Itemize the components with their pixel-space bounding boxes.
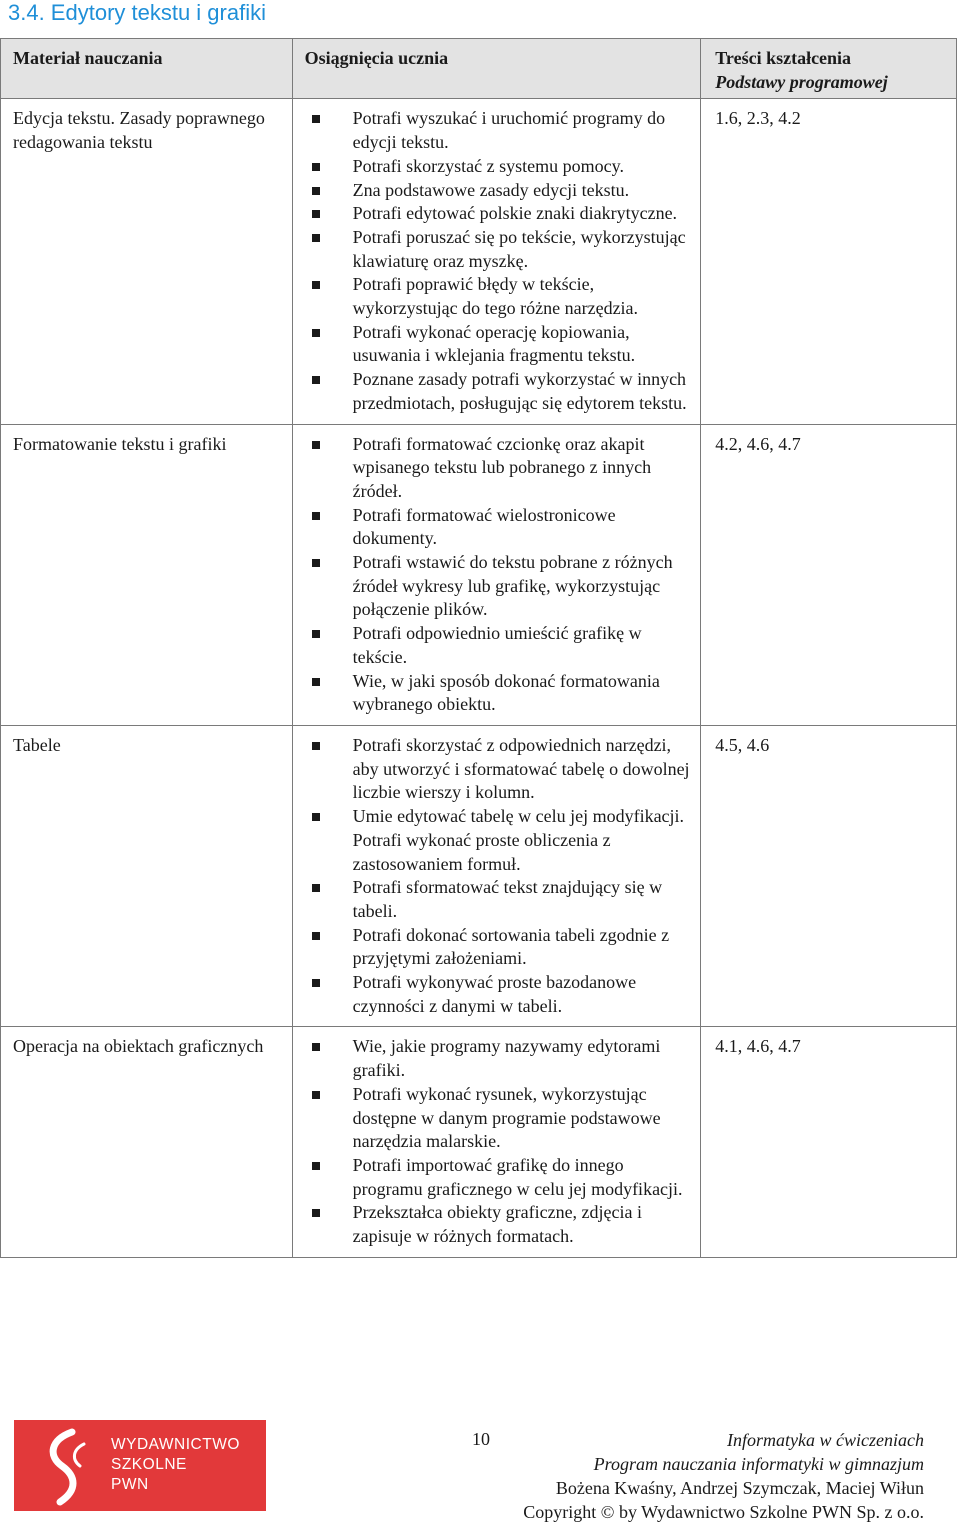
footer-authors: Bożena Kwaśny, Andrzej Szymczak, Maciej Wiłun <box>555 1478 924 1498</box>
logo-line-1: WYDAWNICTWO <box>111 1436 240 1453</box>
outcome-text: Zna podstawowe zasady edycji tekstu. <box>352 179 630 200</box>
footer-info <box>523 1428 924 1524</box>
outcome-text: Potrafi wykonać rysunek, wykorzystując dostępne w danym programie podstawowe narzędzia malarskie. <box>352 1083 661 1152</box>
curriculum-cell: 1.6, 2.3, 4.2 <box>701 99 957 424</box>
syllabus-table <box>0 38 957 1258</box>
page-number: 10 <box>472 1429 490 1449</box>
curriculum-cell: 4.1, 4.6, 4.7 <box>701 1027 957 1257</box>
square-bullet-icon <box>312 329 320 337</box>
header-outcomes: Osiągnięcia ucznia <box>292 39 701 99</box>
outcome-item <box>305 107 695 154</box>
outcomes-list <box>305 433 695 717</box>
outcome-text: Potrafi formatować czcionkę oraz akapit wpisanego tekstu lub pobranego z innych źródeł. <box>352 433 652 501</box>
outcome-text: Potrafi sformatować tekst znajdujący się w tabeli. <box>352 877 663 921</box>
outcome-item <box>305 734 695 805</box>
outcome-item <box>305 155 695 179</box>
outcome-text: Potrafi wyszukać i uruchomić programy do edycji tekstu. <box>352 108 666 153</box>
outcome-item <box>305 226 695 273</box>
outcome-item <box>305 321 695 368</box>
square-bullet-icon <box>312 376 320 384</box>
table-header-row <box>1 39 957 99</box>
outcomes-cell <box>292 99 701 424</box>
outcome-text: Wie, w jaki sposób dokonać formatowania wybranego obiektu. <box>352 670 660 715</box>
curriculum-cell: 4.5, 4.6 <box>701 725 957 1026</box>
outcome-text: Potrafi wstawić do tekstu pobrane z różnych źródeł wykresy lub grafikę, wykorzystując połączenie plików. <box>352 552 673 620</box>
outcomes-list <box>305 107 695 415</box>
header-material: Materiał nauczania <box>1 39 293 99</box>
square-bullet-icon <box>312 630 320 638</box>
square-bullet-icon <box>312 115 320 123</box>
header-curriculum-line2: Podstawy programowej <box>715 71 888 92</box>
square-bullet-icon <box>312 559 320 567</box>
square-bullet-icon <box>312 210 320 218</box>
square-bullet-icon <box>312 742 320 750</box>
section-title: 3.4. Edytory tekstu i grafiki <box>8 0 266 25</box>
square-bullet-icon <box>312 187 320 195</box>
outcomes-cell <box>292 725 701 1026</box>
outcome-text: Potrafi wykonywać proste bazodanowe czynności z danymi w tabeli. <box>352 972 637 1016</box>
topic-cell: Operacja na obiektach graficznych <box>1 1027 293 1257</box>
square-bullet-icon <box>312 281 320 289</box>
square-bullet-icon <box>312 1209 320 1217</box>
outcome-item <box>305 622 695 669</box>
outcome-item <box>305 876 695 923</box>
square-bullet-icon <box>312 1043 320 1051</box>
outcomes-list <box>305 734 695 1018</box>
outcome-text: Potrafi importować grafikę do innego programu graficznego w celu jej modyfikacji. <box>352 1154 683 1199</box>
square-bullet-icon <box>312 234 320 242</box>
square-bullet-icon <box>312 1162 320 1170</box>
outcome-item <box>305 433 695 504</box>
outcome-item <box>305 805 695 876</box>
footer-program-title: Program nauczania informatyki w gimnazjum <box>593 1454 924 1474</box>
square-bullet-icon <box>312 884 320 892</box>
logo-line-3: PWN <box>111 1476 149 1493</box>
outcome-text: Umie edytować tabelę w celu jej modyfikacji. Potrafi wykonać proste obliczenia z zastosowaniem formuł. <box>352 806 685 874</box>
outcome-text: Potrafi odpowiednio umieścić grafikę w tekście. <box>352 623 642 667</box>
outcome-text: Potrafi skorzystać z odpowiednich narzędzi, aby utworzyć i sformatować tabelę o dowolnej liczbie wierszy i kolumn. <box>352 734 690 803</box>
outcome-text: Potrafi skorzystać z systemu pomocy. <box>352 155 624 176</box>
outcome-text: Potrafi dokonać sortowania tabeli zgodnie z przyjętymi założeniami. <box>352 924 670 969</box>
outcome-text: Wie, jakie programy nazywamy edytorami grafiki. <box>352 1036 661 1081</box>
outcome-item <box>305 924 695 971</box>
outcome-text: Potrafi edytować polskie znaki diakrytyczne. <box>352 203 678 224</box>
square-bullet-icon <box>312 678 320 686</box>
topic-cell: Edycja tekstu. Zasady poprawnego redagowania tekstu <box>1 99 293 424</box>
square-bullet-icon <box>312 441 320 449</box>
logo-line-2: SZKOLNE <box>111 1456 187 1473</box>
outcome-text: Potrafi formatować wielostronicowe dokumenty. <box>352 504 616 549</box>
topic-cell: Formatowanie tekstu i grafiki <box>1 424 293 725</box>
square-bullet-icon <box>312 1091 320 1099</box>
outcomes-cell <box>292 1027 701 1257</box>
outcome-item <box>305 670 695 717</box>
square-bullet-icon <box>312 163 320 171</box>
outcome-item <box>305 1035 695 1082</box>
outcome-item <box>305 971 695 1018</box>
outcomes-cell <box>292 424 701 725</box>
outcome-item <box>305 1083 695 1154</box>
square-bullet-icon <box>312 979 320 987</box>
outcome-item <box>305 273 695 320</box>
outcome-text: Potrafi poprawić błędy w tekście, wykorzystując do tego różne narzędzia. <box>352 274 639 319</box>
square-bullet-icon <box>312 932 320 940</box>
outcome-item <box>305 504 695 551</box>
outcome-item <box>305 368 695 415</box>
pwn-swirl-icon <box>32 1426 102 1506</box>
header-curriculum-line1: Treści kształcenia <box>715 48 852 68</box>
table-row <box>1 1027 957 1257</box>
outcome-text: Potrafi wykonać operację kopiowania, usuwania i wklejania fragmentu tekstu. <box>352 321 636 366</box>
footer-copyright: Copyright © by Wydawnictwo Szkolne PWN Sp. z o.o. <box>523 1502 924 1522</box>
outcome-item <box>305 179 695 203</box>
outcome-text: Przekształca obiekty graficzne, zdjęcia i zapisuje w różnych formatach. <box>352 1202 643 1247</box>
square-bullet-icon <box>312 512 320 520</box>
outcome-text: Poznane zasady potrafi wykorzystać w innych przedmiotach, posługując się edytorem tekstu. <box>352 369 687 413</box>
outcome-item <box>305 551 695 622</box>
publisher-logo <box>14 1420 266 1511</box>
table-row <box>1 99 957 424</box>
outcomes-list <box>305 1035 695 1248</box>
curriculum-cell: 4.2, 4.6, 4.7 <box>701 424 957 725</box>
table-row <box>1 424 957 725</box>
header-curriculum <box>701 39 957 99</box>
topic-cell: Tabele <box>1 725 293 1026</box>
square-bullet-icon <box>312 813 320 821</box>
footer-book-title: Informatyka w ćwiczeniach <box>727 1430 924 1450</box>
outcome-item <box>305 202 695 226</box>
outcome-text: Potrafi poruszać się po tekście, wykorzystując klawiaturę oraz myszkę. <box>352 226 686 271</box>
publisher-logo-text <box>111 1435 240 1495</box>
table-row <box>1 725 957 1026</box>
outcome-item <box>305 1154 695 1201</box>
table-body <box>1 99 957 1257</box>
outcome-item <box>305 1201 695 1248</box>
